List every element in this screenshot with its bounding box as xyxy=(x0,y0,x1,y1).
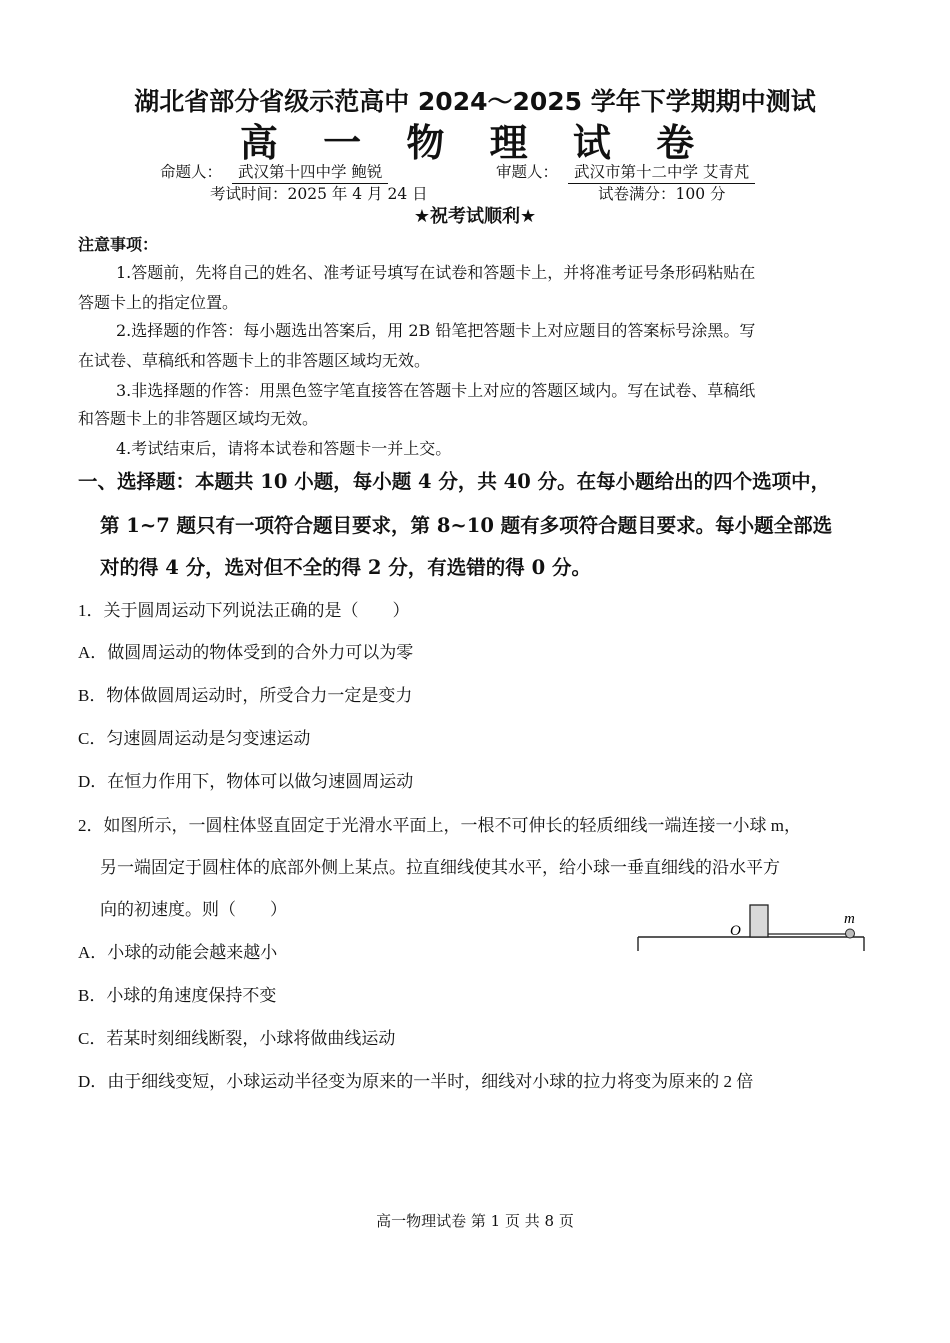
note-line: 1.答题前，先将自己的姓名、准考证号填写在试卷和答题卡上，并将准考证号条形码粘贴在 xyxy=(116,263,756,282)
q2-option-a: A．小球的动能会越来越小 xyxy=(78,943,278,962)
subject-title: 高 一 物 理 试 卷 xyxy=(239,121,711,165)
good-luck-banner: ★祝考试顺利★ xyxy=(413,206,537,227)
page-footer: 高一物理试卷 第 1 页 共 8 页 xyxy=(376,1212,574,1230)
note-line: 在试卷、草稿纸和答题卡上的非答题区域均无效。 xyxy=(78,351,431,370)
notes-title: 注意事项： xyxy=(78,235,159,254)
q1-stem: 1．关于圆周运动下列说法正确的是（ ） xyxy=(78,601,410,620)
q1-option-a: A．做圆周运动的物体受到的合外力可以为零 xyxy=(78,643,414,662)
q2-option-c: C．若某时刻细线断裂，小球将做曲线运动 xyxy=(78,1029,396,1048)
reviewer-label: 审题人： xyxy=(496,163,559,181)
q1-option-d: D．在恒力作用下，物体可以做匀速圆周运动 xyxy=(78,772,414,791)
q2-figure xyxy=(630,895,870,955)
setter-value: 武汉第十四中学 鲍锐 xyxy=(232,160,388,184)
note-line: 答题卡上的指定位置。 xyxy=(78,293,239,312)
section-heading: 第 1~7 题只有一项符合题目要求，第 8~10 题有多项符合题目要求。每小题全部选 xyxy=(100,514,833,537)
q2-stem: 另一端固定于圆柱体的底部外侧上某点。拉直细线使其水平，给小球一垂直细线的沿水平方 xyxy=(100,858,780,877)
q1-option-c: C．匀速圆周运动是匀变速运动 xyxy=(78,729,311,748)
setter-label: 命题人： xyxy=(160,163,223,181)
q2-option-d: D．由于细线变短，小球运动半径变为原来的一半时，细线对小球的拉力将变为原来的 2 倍 xyxy=(78,1072,754,1091)
note-line: 3.非选择题的作答：用黑色签字笔直接答在答题卡上对应的答题区域内。写在试卷、草稿纸 xyxy=(116,381,756,400)
section-heading: 一、选择题：本题共 10 小题，每小题 4 分，共 40 分。在每小题给出的四个选项中， xyxy=(78,470,831,493)
note-line: 4.考试结束后，请将本试卷和答题卡一并上交。 xyxy=(116,439,452,458)
note-line: 2.选择题的作答：每小题选出答案后，用 2B 铅笔把答题卡上对应题目的答案标号涂黑。写 xyxy=(116,321,756,340)
ball xyxy=(846,929,855,938)
cylinder xyxy=(750,905,768,937)
full-marks: 试卷满分：100 分 xyxy=(598,185,726,203)
note-line: 和答题卡上的非答题区域均无效。 xyxy=(78,409,319,428)
q1-option-b: B．物体做圆周运动时，所受合力一定是变力 xyxy=(78,686,413,705)
exam-title: 湖北省部分省级示范高中 2024～2025 学年下学期期中测试 xyxy=(134,87,816,116)
q2-option-b: B．小球的角速度保持不变 xyxy=(78,986,277,1005)
q2-stem: 向的初速度。则（ ） xyxy=(100,900,287,919)
q2-stem: 2．如图所示，一圆柱体竖直固定于光滑水平面上，一根不可伸长的轻质细线一端连接一小球 m， xyxy=(78,816,801,835)
reviewer-value: 武汉市第十二中学 艾青芃 xyxy=(568,160,755,184)
label-m: m xyxy=(844,911,855,927)
exam-time: 考试时间：2025 年 4 月 24 日 xyxy=(210,185,428,203)
section-heading: 对的得 4 分，选对但不全的得 2 分，有选错的得 0 分。 xyxy=(100,556,591,579)
label-o: O xyxy=(730,923,741,939)
